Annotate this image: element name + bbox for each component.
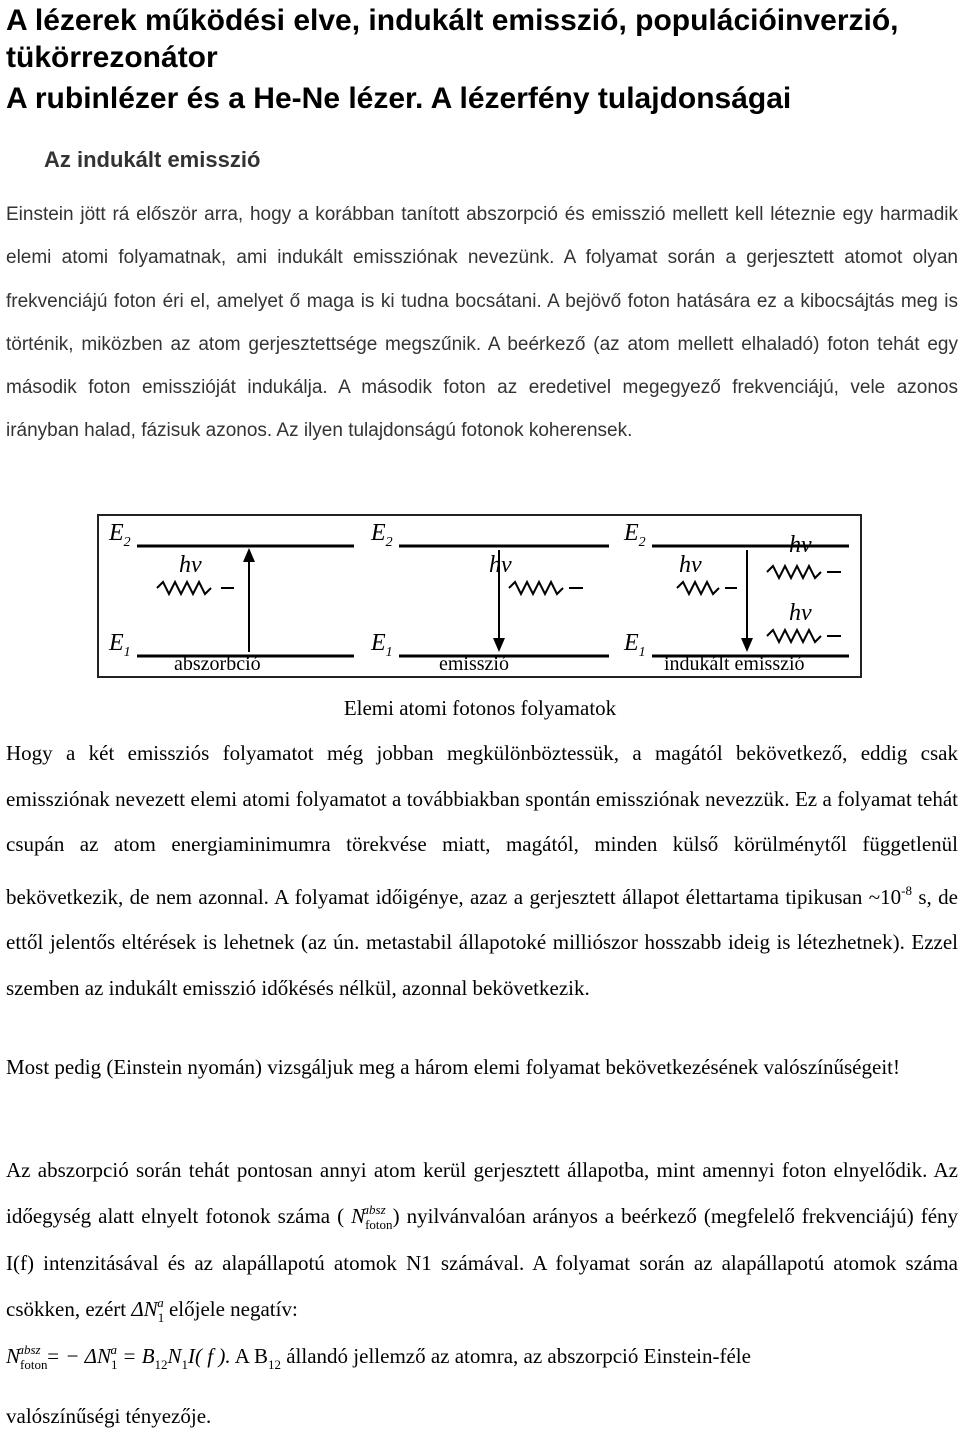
- closing-line: valószínűségi tényezője.: [6, 1404, 212, 1428]
- spontaneous-emission-paragraph: [6, 731, 958, 1011]
- panel-2-photon-label: hν: [489, 552, 512, 578]
- intro-paragraph: Einstein jött rá először arra, hogy a korábban tanított abszorpció és emisszió mellett kell léteznie egy harmadik elemi atomi folyamatnak, ami indukált emissziónak nevezünk. A folyamat során a gerjesztett atomot olyan frekvenciájú foton éri el, amelyet ő maga is ki tudna bocsátani. A bejövő foton hatására ez a kibocsájtás meg is történik, miközben az atom gerjesztettsége megszűnik. A beérkező (az atom mellett elhaladó) foton tehát egy második foton emisszióját indukálja. A második foton az eredetivel megegyező frekvenciájú, vele azonos irányban halad, fázisuk azonos. Az ilyen tulajdonságú fotonok koherensek.: [6, 204, 958, 442]
- panel-1-photon-wave: [157, 582, 211, 594]
- delta-n-symbol: $\Delta N_1^a$: [131, 1294, 165, 1325]
- panel-3-outgoing-photon-label-2: hν: [789, 600, 812, 626]
- panel-3-upper-level-label: $E_2$: [624, 520, 646, 550]
- absorption-text-c: előjele negatív:: [163, 1296, 298, 1321]
- panel-3-label: indukált emisszió: [664, 653, 805, 675]
- panel-2-lower-level-label: $E_1$: [371, 630, 393, 660]
- panel-1-arrow: [243, 548, 255, 562]
- panel-3-lower-level-label: $E_1$: [624, 630, 646, 660]
- photon-count-symbol: $N_{foton}^{absz}$: [351, 1201, 393, 1232]
- panel-2-photon-wave: [509, 582, 563, 594]
- lifetime-exponent: -8: [901, 882, 912, 898]
- spontaneous-text-a: Hogy a két emissziós folyamatot még jobban megkülönböztessük, a magától bekövetkező, eddig csak emissziónak nevezett elemi atomi folyamatot a továbbiakban spontán emissziónak nevezzük. Ez a folyamat tehát csupán az atom energiaminimumra törekvése miatt, magától, minden külső körülménytől függetlenül bekövetkezik, de nem azonnal. A folyamat időigénye, azaz a gerjesztett állapot élettartama tipikusan ~10: [6, 741, 958, 909]
- spontaneous-text-b: s, de ettől jelentős eltérések is lehetnek (az ún. metastabil állapotoké milliószor hosszabb ideig is létezhetnek). Ezzel szemben az indukált emisszió időkésés nélkül, azonnal bekövetkezik.: [6, 884, 958, 1000]
- absorption-paragraph: [6, 1148, 958, 1382]
- document-title-2: A rubinlézer és a He-Ne lézer. A lézerfény tulajdonságai: [6, 82, 792, 115]
- panel-emission: [370, 520, 609, 675]
- panel-induced-emission: [623, 520, 849, 675]
- panel-2-upper-level-label: $E_2$: [371, 520, 393, 550]
- panel-2-arrow: [493, 638, 505, 652]
- panel-absorption: [108, 520, 354, 675]
- absorption-text-b: ) nyilvánvalóan arányos a beérkező (megfelelő frekvenciájú) fény I(f) intenzitásával és az alapállapotú atomok N1 számával. A folyamat során az alapállapotú atomok száma csökken, ezért: [6, 1203, 959, 1321]
- energy-level-diagram: [99, 516, 860, 676]
- energy-level-figure: [97, 514, 862, 678]
- section-heading: Az indukált emisszió: [44, 147, 261, 172]
- b12-subscript: 12: [267, 1357, 281, 1372]
- panel-3-outgoing-wave-1: [767, 566, 821, 578]
- panel-1-lower-level-label: $E_1$: [109, 630, 131, 660]
- panel-2-label: emisszió: [439, 653, 509, 675]
- title-line-1b: tükörrezonátor: [6, 41, 218, 74]
- document-title: [6, 2, 956, 76]
- figure-caption: Elemi atomi fotonos folyamatok: [343, 696, 617, 720]
- panel-3-outgoing-photon-label-1: hν: [789, 532, 812, 558]
- panel-3-incoming-photon-label: hν: [679, 552, 702, 578]
- einstein-paragraph: Most pedig (Einstein nyomán) vizsgáljuk meg a három elemi folyamat bekövetkezésének valószínűségeit!: [6, 1055, 900, 1079]
- absorption-equation: $N_{foton}^{absz}$ = − $\Delta N_1^a = B_{12}N_1I$( f ).: [6, 1342, 231, 1372]
- panel-1-photon-label: hν: [179, 552, 202, 578]
- panel-3-outgoing-wave-2: [767, 630, 821, 642]
- panel-1-label: abszorbció: [174, 653, 261, 675]
- panel-3-incoming-wave: [677, 582, 719, 594]
- absorption-text-a: Az abszorpció során tehát pontosan annyi atom kerül gerjesztett állapotba, mint amennyi foton elnyelődik. Az időegység alatt elnyelt fotonok száma (: [6, 1158, 958, 1228]
- absorption-equation-line: [6, 1334, 958, 1382]
- absorption-text-d: A B: [230, 1344, 268, 1368]
- panel-3-arrow: [741, 638, 753, 652]
- absorption-text-e: állandó jellemző az atomra, az abszorpció Einstein-féle: [280, 1344, 751, 1368]
- title-line-1: A lézerek működési elve, indukált emisszió, populációinverzió,: [6, 4, 899, 37]
- panel-1-upper-level-label: $E_2$: [109, 520, 131, 550]
